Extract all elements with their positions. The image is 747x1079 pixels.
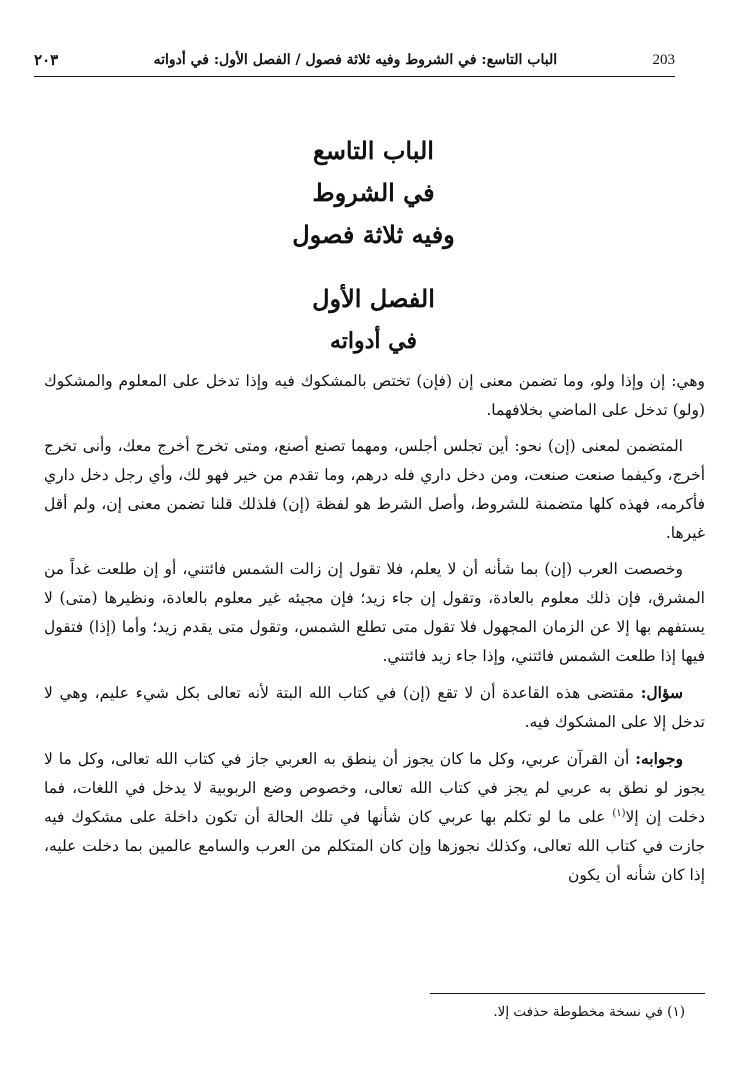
paragraph-answer (44, 744, 705, 890)
header-rule (34, 76, 675, 77)
paragraph-question (44, 678, 705, 737)
chapter-titles (0, 130, 747, 362)
footnote-text: في نسخة مخطوطة حذفت إلا. (493, 1004, 663, 1020)
body-text (44, 367, 705, 897)
answer-text-b: على ما لو تكلم بها عربي كان شأنها في تلك الحالة أن تكون داخلة على مشكوك فيه جازت في كتاب الله تعالى، وكذلك نجوزها وإن كان المتكلم من العرب والسامع عالمين بما دخلت عليه، إذا كان شأنه أن يكون (44, 808, 705, 884)
page-number-arabic: ٢٠٣ (34, 51, 59, 69)
chapter-title: الباب التاسع (313, 136, 434, 165)
paragraph-3: وخصصت العرب (إن) بما شأنه أن لا يعلم، فلا تقول إن زالت الشمس فائتني، أو إن طلعت غداً من المشرق، فإن ذلك معلوم بالعادة، وتقول إن جاء زيد؛ فإن مجيئه غير معلوم بالعادة، ونظيرها (متى) لا يستفهم بها إلا عن الزمان المجهول فلا تقول متى تطلع الشمس، وتقول متى يقدم زيد؛ وأما (إذا) فتقول فيها إذا طلعت الشمس فائتني، وإذا جاء زيد فائتني. (44, 560, 705, 665)
page-number-latin: 203 (652, 51, 675, 68)
paragraph-2: المتضمن لمعنى (إن) نحو: أين تجلس أجلس، ومهما تصنع أصنع، ومتى تخرج أخرج معك، وأنى تخرج أخرج، وكيفما صنعت صنعت، ومن دخل داري فله درهم، وما تقدم من خير فهو لك، وأي رجل دخل داري فأكرمه، فهذه كلها متضمنة للشروط، وأصل الشرط هو لفظة (إن) فلذلك قلنا تضمن معنى إن، ولم أقل غيرها. (44, 437, 705, 542)
question-label: سؤال: (640, 683, 683, 702)
question-text: مقتضى هذه القاعدة أن لا تقع (إن) في كتاب الله البتة لأنه تعالى بكل شيء عليم، وهي لا تدخل إلا على المشكوك فيه. (44, 684, 705, 731)
answer-text-a: أن القرآن عربي، وكل ما كان يجوز أن ينطق به العربي جاز في كتاب الله تعالى، وكل ما لا يجوز لو نطق به عربي لم يجز في كتاب الله تعالى، وخصوص وضع الربوبية لا يدخل في اللغات، فما دخلت إن إلا (44, 750, 705, 826)
footnote-reference[interactable]: (١) (612, 807, 626, 819)
chapter-sections: وفيه ثلاثة فصول (292, 220, 455, 249)
footnote-rule (430, 993, 705, 994)
running-header (34, 46, 675, 74)
title-gap (0, 256, 747, 278)
paragraph-1: وهي: إن وإذا ولو، وما تضمن معنى إن (فإن) تختص بالمشكوك فيه وإذا تدخل على المعلوم والمشكوك (ولو) تدخل على الماضي بخلافهما. (44, 372, 705, 419)
running-title: الباب التاسع: في الشروط وفيه ثلاثة فصول / الفصل الأول: في أدواته (153, 52, 558, 68)
chapter-subject: في الشروط (312, 178, 435, 207)
footnote-number: (١) (667, 1004, 685, 1020)
answer-label: وجوابه: (635, 749, 683, 768)
section-title: الفصل الأول (312, 284, 435, 313)
section-subject: في أدواته (329, 328, 418, 354)
footnote (44, 1004, 685, 1020)
